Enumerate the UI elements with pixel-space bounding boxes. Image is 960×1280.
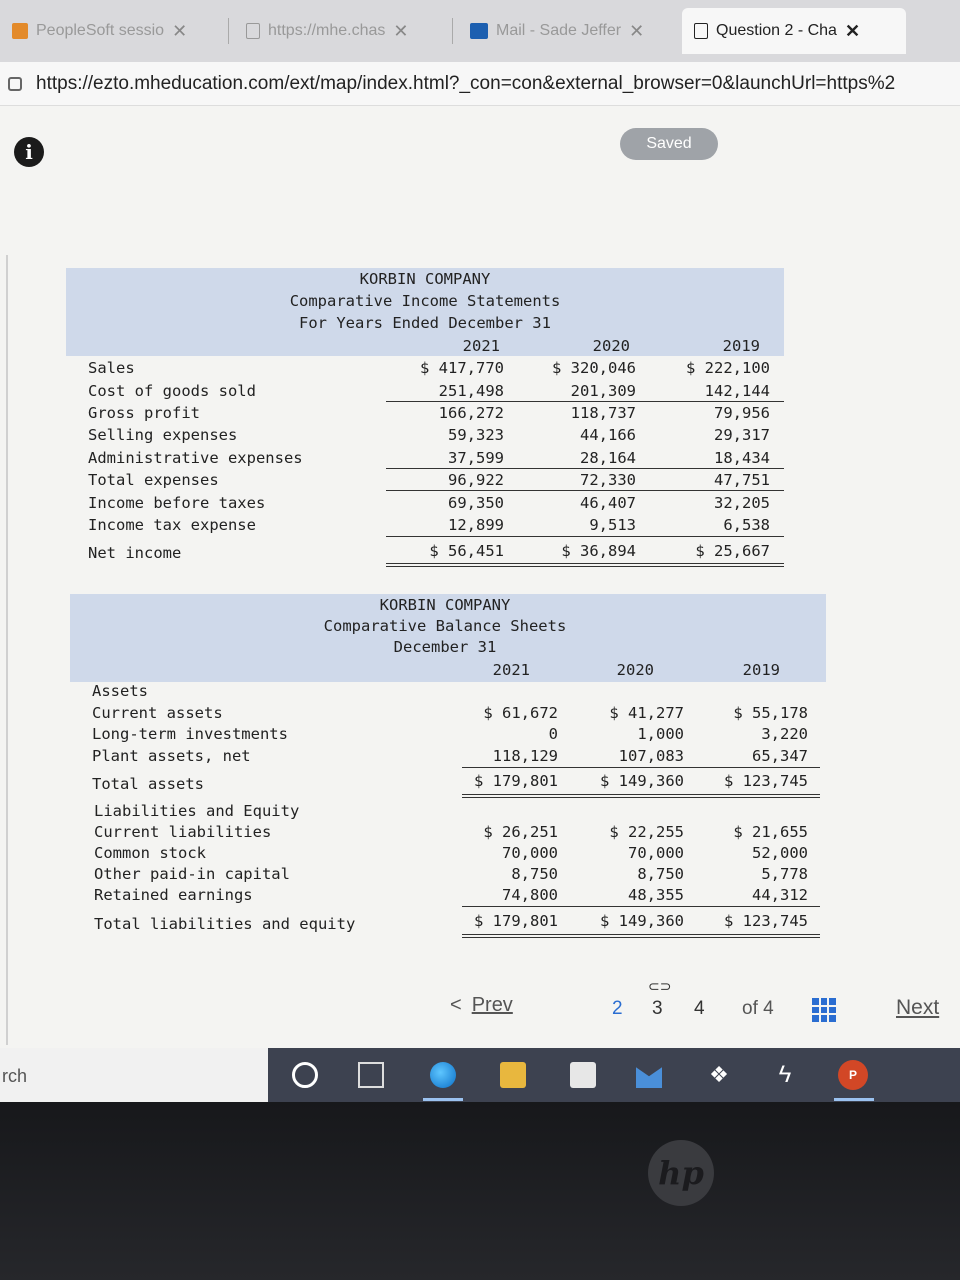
cell: 118,129 bbox=[492, 747, 558, 765]
cell: $ 55,178 bbox=[733, 704, 808, 722]
cell: $ 123,745 bbox=[724, 912, 808, 930]
double-underline bbox=[462, 934, 820, 938]
taskbar bbox=[0, 1048, 960, 1102]
cell: $ 179,801 bbox=[474, 772, 558, 790]
cell: 74,800 bbox=[502, 886, 558, 904]
year-header: 2020 bbox=[592, 337, 630, 355]
row-label: Income tax expense bbox=[88, 516, 256, 534]
tab-peoplesoft[interactable] bbox=[0, 8, 222, 54]
liabilities-heading: Liabilities and Equity bbox=[94, 802, 300, 820]
cell: 44,166 bbox=[580, 426, 636, 444]
year-header: 2021 bbox=[492, 661, 530, 679]
row-label: Cost of goods sold bbox=[88, 382, 256, 400]
next-button[interactable]: Next bbox=[896, 996, 940, 1019]
statement-period: December 31 bbox=[393, 638, 497, 656]
close-icon[interactable]: ✕ bbox=[629, 20, 645, 41]
row-label: Selling expenses bbox=[88, 426, 238, 444]
info-icon[interactable]: i bbox=[14, 137, 44, 167]
page-icon bbox=[694, 23, 708, 39]
cell: 201,309 bbox=[570, 382, 636, 400]
cell: 142,144 bbox=[704, 382, 770, 400]
cell: $ 21,655 bbox=[733, 823, 808, 841]
cortana-icon[interactable] bbox=[292, 1062, 318, 1088]
cell: $ 222,100 bbox=[686, 359, 770, 377]
task-view-icon[interactable] bbox=[358, 1062, 384, 1088]
row-label: Net income bbox=[88, 544, 182, 562]
powerpoint-icon[interactable]: P bbox=[838, 1060, 868, 1090]
page-3-button[interactable]: 3 bbox=[652, 998, 663, 1019]
underline bbox=[386, 490, 784, 491]
cell: 48,355 bbox=[628, 886, 684, 904]
cell: 70,000 bbox=[502, 844, 558, 862]
peoplesoft-icon bbox=[12, 23, 28, 39]
cell: 96,922 bbox=[448, 471, 504, 489]
cell: 59,323 bbox=[448, 426, 504, 444]
cell: 118,737 bbox=[570, 404, 636, 422]
chevron-left-icon: < bbox=[450, 994, 462, 1016]
underline bbox=[386, 536, 784, 537]
underline bbox=[462, 767, 820, 768]
page-info-icon[interactable] bbox=[8, 77, 22, 91]
url-text[interactable]: https://ezto.mheducation.com/ext/map/index.html?_con=con&external_browser=0&launchUrl=https%2 bbox=[36, 72, 896, 94]
cell: 29,317 bbox=[714, 426, 770, 444]
assets-heading: Assets bbox=[92, 682, 148, 700]
browser-tab-bar bbox=[0, 0, 960, 62]
app-header bbox=[0, 106, 960, 206]
row-label: Gross profit bbox=[88, 404, 200, 422]
year-header: 2019 bbox=[722, 337, 760, 355]
tab-mhe-chas[interactable] bbox=[234, 8, 446, 54]
cell: $ 36,894 bbox=[561, 542, 636, 560]
cell: $ 61,672 bbox=[483, 704, 558, 722]
page-2-button[interactable]: 2 bbox=[612, 998, 623, 1019]
dropbox-icon[interactable]: ❖ bbox=[709, 1062, 729, 1087]
cell: 37,599 bbox=[448, 449, 504, 467]
cell: $ 320,046 bbox=[552, 359, 636, 377]
row-label: Administrative expenses bbox=[88, 449, 303, 467]
active-indicator bbox=[423, 1098, 463, 1101]
double-underline bbox=[386, 563, 784, 567]
row-label: Sales bbox=[88, 359, 135, 377]
cell: 69,350 bbox=[448, 494, 504, 512]
tab-label: Question 2 - Cha bbox=[716, 22, 837, 39]
row-label: Current liabilities bbox=[94, 823, 272, 841]
tab-label: https://mhe.chas bbox=[268, 22, 386, 39]
cell: $ 56,451 bbox=[429, 542, 504, 560]
saved-badge: Saved bbox=[620, 128, 718, 160]
laptop-bezel bbox=[0, 1102, 960, 1280]
year-header: 2021 bbox=[462, 337, 500, 355]
cell: 9,513 bbox=[589, 516, 636, 534]
cell: 47,751 bbox=[714, 471, 770, 489]
divider bbox=[6, 255, 8, 1045]
close-icon[interactable]: ✕ bbox=[844, 20, 861, 41]
cell: 52,000 bbox=[752, 844, 808, 862]
statement-title: Comparative Balance Sheets bbox=[323, 617, 567, 635]
row-label: Current assets bbox=[92, 704, 223, 722]
row-label: Total liabilities and equity bbox=[94, 915, 356, 933]
cell: $ 149,360 bbox=[600, 772, 684, 790]
close-icon[interactable]: ✕ bbox=[172, 20, 188, 41]
store-icon[interactable] bbox=[570, 1062, 596, 1088]
cell: 5,778 bbox=[761, 865, 808, 883]
outlook-icon bbox=[470, 23, 488, 39]
bolt-icon[interactable]: ϟ bbox=[778, 1061, 792, 1088]
cell: 0 bbox=[548, 725, 558, 743]
hp-logo-icon: hp bbox=[648, 1140, 714, 1206]
cell: 8,750 bbox=[637, 865, 684, 883]
cell: $ 41,277 bbox=[609, 704, 684, 722]
cell: 251,498 bbox=[438, 382, 504, 400]
row-label: Plant assets, net bbox=[92, 747, 251, 765]
tab-question-2[interactable] bbox=[682, 8, 906, 54]
company-name: KORBIN COMPANY bbox=[379, 596, 511, 614]
statement-period: For Years Ended December 31 bbox=[299, 314, 551, 332]
active-indicator bbox=[834, 1098, 874, 1101]
tab-label: PeopleSoft sessio bbox=[36, 22, 165, 39]
edge-icon[interactable] bbox=[430, 1062, 456, 1088]
row-label: Common stock bbox=[94, 844, 206, 862]
statement-title: Comparative Income Statements bbox=[289, 292, 561, 310]
prev-button[interactable] bbox=[450, 994, 513, 1017]
cell: $ 417,770 bbox=[420, 359, 504, 377]
row-label: Total expenses bbox=[88, 471, 219, 489]
cell: 3,220 bbox=[761, 725, 808, 743]
cell: 1,000 bbox=[637, 725, 684, 743]
underline bbox=[462, 906, 820, 907]
row-label: Retained earnings bbox=[94, 886, 253, 904]
taskbar-search[interactable]: rch bbox=[0, 1048, 268, 1102]
cell: 28,164 bbox=[580, 449, 636, 467]
cell: 44,312 bbox=[752, 886, 808, 904]
cell: 70,000 bbox=[628, 844, 684, 862]
link-icon: ⊂⊃ bbox=[648, 978, 672, 994]
year-header: 2019 bbox=[742, 661, 780, 679]
page-count: of 4 bbox=[742, 998, 774, 1019]
tab-mail[interactable] bbox=[458, 8, 676, 54]
row-label: Other paid-in capital bbox=[94, 865, 290, 883]
address-bar[interactable] bbox=[0, 62, 960, 106]
page-4-button[interactable]: 4 bbox=[694, 998, 705, 1019]
cell: 32,205 bbox=[714, 494, 770, 512]
cell: $ 25,667 bbox=[695, 542, 770, 560]
cell: $ 22,255 bbox=[609, 823, 684, 841]
cell: 72,330 bbox=[580, 471, 636, 489]
cell: 107,083 bbox=[618, 747, 684, 765]
cell: 18,434 bbox=[714, 449, 770, 467]
page-icon bbox=[246, 23, 260, 39]
cell: 8,750 bbox=[511, 865, 558, 883]
cell: $ 123,745 bbox=[724, 772, 808, 790]
cell: 46,407 bbox=[580, 494, 636, 512]
cell: 166,272 bbox=[438, 404, 504, 422]
tab-label: Mail - Sade Jeffer bbox=[496, 22, 622, 39]
mail-icon[interactable] bbox=[636, 1062, 662, 1088]
double-underline bbox=[462, 794, 820, 798]
cell: 12,899 bbox=[448, 516, 504, 534]
company-name: KORBIN COMPANY bbox=[359, 270, 491, 288]
year-header: 2020 bbox=[616, 661, 654, 679]
cell: $ 149,360 bbox=[600, 912, 684, 930]
row-label: Long-term investments bbox=[92, 725, 288, 743]
row-label: Total assets bbox=[92, 775, 204, 793]
cell: 79,956 bbox=[714, 404, 770, 422]
grid-view-icon[interactable] bbox=[812, 998, 836, 1022]
prev-label: Prev bbox=[471, 994, 513, 1016]
file-explorer-icon[interactable] bbox=[500, 1062, 526, 1088]
cell: 65,347 bbox=[752, 747, 808, 765]
cell: $ 26,251 bbox=[483, 823, 558, 841]
cell: 6,538 bbox=[723, 516, 770, 534]
row-label: Income before taxes bbox=[88, 494, 266, 512]
cell: $ 179,801 bbox=[474, 912, 558, 930]
close-icon[interactable]: ✕ bbox=[393, 20, 409, 41]
